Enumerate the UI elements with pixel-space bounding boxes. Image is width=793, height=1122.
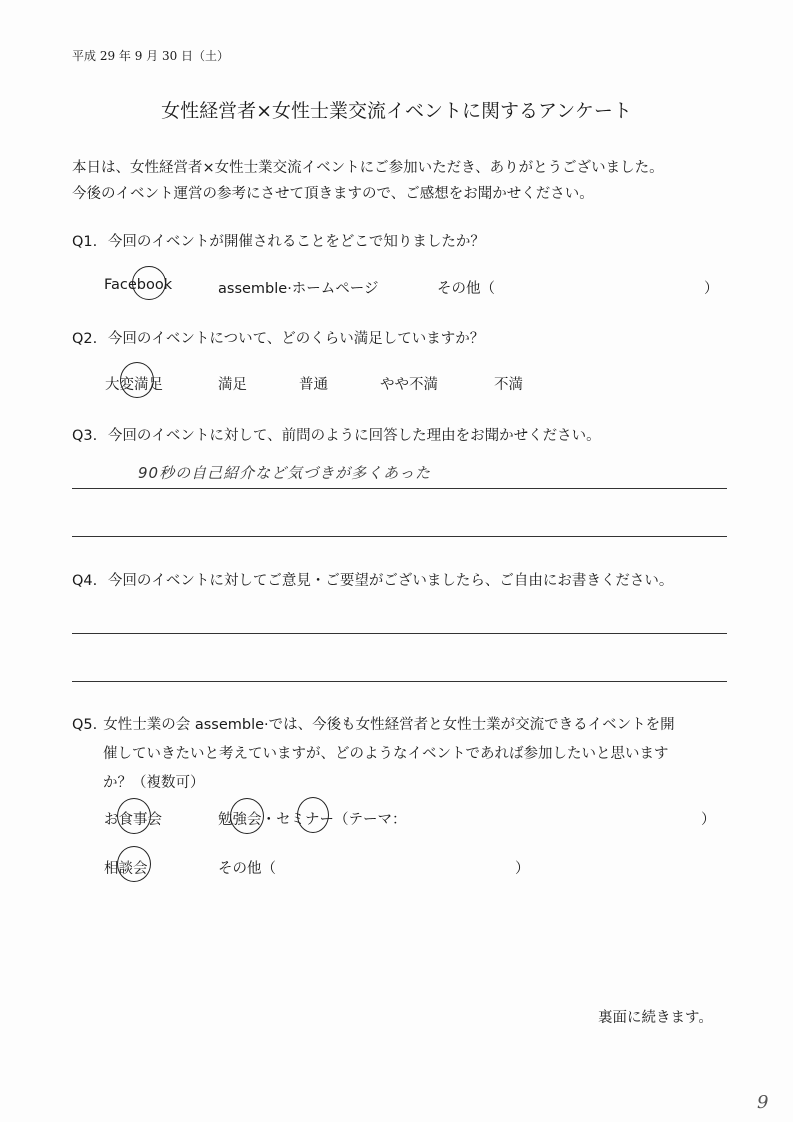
selection-circle — [132, 266, 166, 300]
selection-circle — [117, 846, 151, 882]
survey-date: 平成 29 年 9 月 30 日（土） — [72, 49, 230, 63]
answer-line — [72, 633, 727, 634]
q2-option-very-satisfied[interactable]: 大変満足 — [105, 377, 163, 393]
selection-circle — [230, 798, 264, 834]
q2-option-satisfied[interactable]: 満足 — [218, 377, 247, 393]
q1-label: Q1. — [72, 234, 98, 250]
q5-text-3: か？（複数可） — [103, 775, 205, 791]
q2-option-somewhat-dissatisfied[interactable]: やや不満 — [380, 377, 438, 393]
q5-line-1 — [72, 711, 732, 740]
page-number: 9 — [757, 1092, 769, 1113]
q5-option-dinner[interactable]: お食事会 — [104, 812, 162, 828]
q1-text: 今回のイベントが開催されることをどこで知りましたか？ — [107, 234, 485, 250]
q5-option-consultation[interactable]: 相談会 — [104, 861, 148, 877]
q5-option-other[interactable]: その他（ — [218, 861, 276, 877]
q1-option-homepage[interactable]: assemble·ホームページ — [218, 281, 379, 297]
q5-text-1: 女性士業の会 assemble·では、今後も女性経営者と女性士業が交流できるイベントを開 — [103, 717, 675, 733]
q2-option-neutral[interactable]: 普通 — [299, 377, 328, 393]
q1-question — [72, 230, 485, 251]
selection-circle — [297, 797, 329, 833]
q4-question — [72, 569, 673, 590]
q3-handwritten-answer[interactable]: 90秒の自己紹介など気づきが多くあった — [138, 464, 431, 482]
q5-text-2: 催していきたいと考えていますが、どのようなイベントであれば参加したいと思います — [103, 746, 669, 762]
intro-text — [72, 155, 664, 207]
q2-question — [72, 327, 484, 348]
q4-label: Q4. — [72, 573, 98, 589]
q5-label: Q5. — [72, 717, 98, 733]
q1-option-facebook[interactable]: Facebook — [104, 277, 173, 293]
q1-close-paren: ） — [704, 281, 719, 297]
answer-line — [72, 536, 727, 537]
q2-option-dissatisfied[interactable]: 不満 — [494, 377, 523, 393]
q3-question — [72, 424, 601, 445]
q3-label: Q3. — [72, 428, 98, 444]
answer-line — [72, 488, 727, 489]
q4-text: 今回のイベントに対してご意見・ご要望がございましたら、ご自由にお書きください。 — [107, 573, 674, 589]
intro-line-2: 今後のイベント運営の参考にさせて頂きますので、ご感想をお聞かせください。 — [72, 186, 594, 202]
q5-option-seminar[interactable]: 勉強会・セミナー（テーマ： — [218, 812, 407, 828]
q5-seminar-close-paren: ） — [701, 812, 716, 828]
q5-other-close-paren: ） — [515, 861, 530, 877]
intro-line-1: 本日は、女性経営者×女性士業交流イベントにご参加いただき、ありがとうございました。 — [72, 160, 664, 176]
q2-text: 今回のイベントについて、どのくらい満足していますか？ — [107, 331, 485, 347]
q2-label: Q2. — [72, 331, 98, 347]
q3-text: 今回のイベントに対して、前問のように回答した理由をお聞かせください。 — [107, 428, 601, 444]
answer-line — [72, 681, 727, 682]
survey-title: 女性経営者×女性士業交流イベントに関するアンケート — [161, 100, 632, 122]
selection-circle — [117, 798, 151, 834]
continued-on-back: 裏面に続きます。 — [598, 1010, 713, 1026]
selection-circle — [120, 362, 154, 398]
q5-question — [72, 711, 732, 798]
q1-option-other[interactable]: その他（ — [437, 281, 495, 297]
